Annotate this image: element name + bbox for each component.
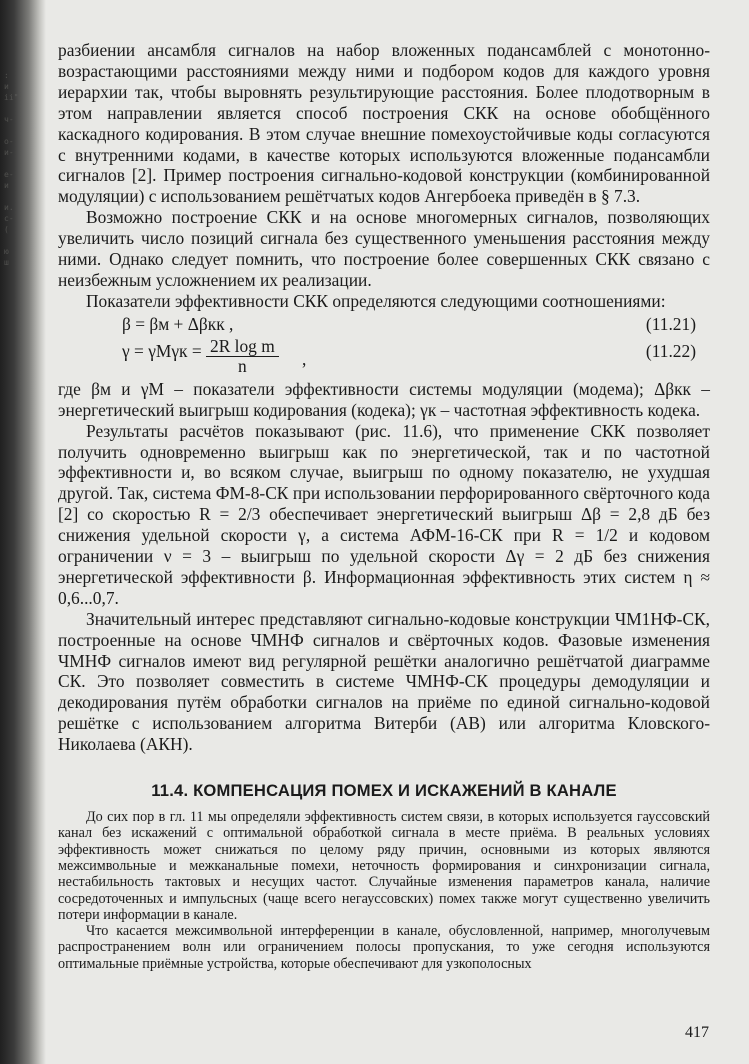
fraction-denominator: n <box>238 355 247 376</box>
paragraph-7: До сих пор в гл. 11 мы определяли эффективность систем связи, в которых используется гауссовский канал без искажений с оптимальной обработкой сигнала в месте приёма. В реальных условиях эффективность может снижаться по целому ряду причин, основными из которых являются межсимвольные и межканальные помехи, неточность формирования и синхронизации сигнала, нестабильность тактовых и несущих частот. Случайные изменения параметров канала, наличие сосредоточенных и импульсных (чаще всего негауссовских) помех также могут существенно увеличить потери информации в канале. <box>58 809 710 923</box>
paragraph-3: Показатели эффективности СКК определяются следующими соотношениями: <box>86 290 666 311</box>
book-spine-shadow <box>0 0 46 1064</box>
formula-11-21-expression: β = βм + Δβкк , <box>122 313 234 334</box>
paragraph-5: Результаты расчётов показывают (рис. 11.6), что применение СКК позволяет получить одновременно выигрыш как по энергетической, так и по частотной эффективности и, во всяком случае, выигрыш по одному показателю, не ухудшая другой. Так, система ФМ-8-СК при использовании перфорированного свёрточного кода [2] со скоростью R = 2/3 обеспечивает энергетический выигрыш Δβ = 2,8 дБ без снижения удельной скорости γ, а система АФМ-16-СК при R = 1/2 и кодовом ограничении ν = 3 – выигрыш по удельной скорости Δγ = 2 дБ без снижения энергетической эффективности β. Информационная эффективность этих систем η ≈ 0,6...0,7. <box>58 420 710 608</box>
paragraph-2: Возможно построение СКК и на основе многомерных сигналов, позволяющих увеличить число позиций сигнала без существенного уменьшения расстояния между ними. Однако следует помнить, что построение более совершенных СКК связано с неизбежным усложнением их реализации. <box>58 207 710 290</box>
formula-11-22-expression: γ = γМγк = <box>122 340 202 361</box>
paragraph-4: где βм и γМ – показатели эффективности системы модуляции (модема); Δβкк – энергетический выигрыш кодирования (кодека); γк – частотная эффективность кодека. <box>58 378 710 420</box>
bleed-through-marks: : и ii" ч- о- и- е- и и. с- ( ю ш <box>4 71 19 267</box>
paragraph-8: Что касается межсимвольной интерференции в канале, обусловленной, например, многолучевым распространением волн или ограничением полосы пропускания, то уже сегодня используются оптимальные приёмные устройства, которые обеспечивают для узкополосных <box>58 923 710 972</box>
formula-11-21-number: (11.21) <box>645 313 696 334</box>
book-page <box>58 40 710 1052</box>
paragraph-1: разбиении ансамбля сигналов на набор вложенных подансамблей с монотонно-возрастающими расстояниями между ними и подбором кодов для каждого уровня иерархии так, чтобы выровнять результирующие расстояния. Более плодотворным в этом направлении является способ построения СКК на основе обобщённого каскадного кодирования. В этом случае внешние помехоустойчивые коды согласуются с внутренними кодами, в качестве которых используются вложенные подансамбли сигналов [2]. Пример построения сигнально-кодовой конструкции (комбинированной модуляции) с использованием решётчатых кодов Ангербоека приведён в § 7.3. <box>58 40 710 207</box>
formula-11-22-number: (11.22) <box>645 340 696 361</box>
section-heading: 11.4. КОМПЕНСАЦИЯ ПОМЕХ И ИСКАЖЕНИЙ В КАНАЛЕ <box>151 781 617 801</box>
paragraph-6: Значительный интерес представляют сигнально-кодовые конструкции ЧМ1НФ-СК, построенные на основе ЧМНФ сигналов и свёрточных кодов. Фазовые изменения ЧМНФ сигналов имеют вид регулярной решётки аналогично решётчатой диаграмме СК. Это позволяет совместить в системе ЧМНФ-СК процедуры демодуляции и декодирования путём обработки сигналов на приёме по единой сигнально-кодовой решётке с использованием алгоритма Витерби (АВ) или алгоритма Кловского-Николаева (АКН). <box>58 608 710 755</box>
fraction-tail: , <box>302 348 307 369</box>
formula-11-21 <box>58 312 710 339</box>
formula-11-22-fraction <box>206 337 279 376</box>
fraction-numerator: 2R log m <box>206 337 279 357</box>
formula-11-22 <box>58 335 710 379</box>
page-number: 417 <box>685 1024 709 1041</box>
